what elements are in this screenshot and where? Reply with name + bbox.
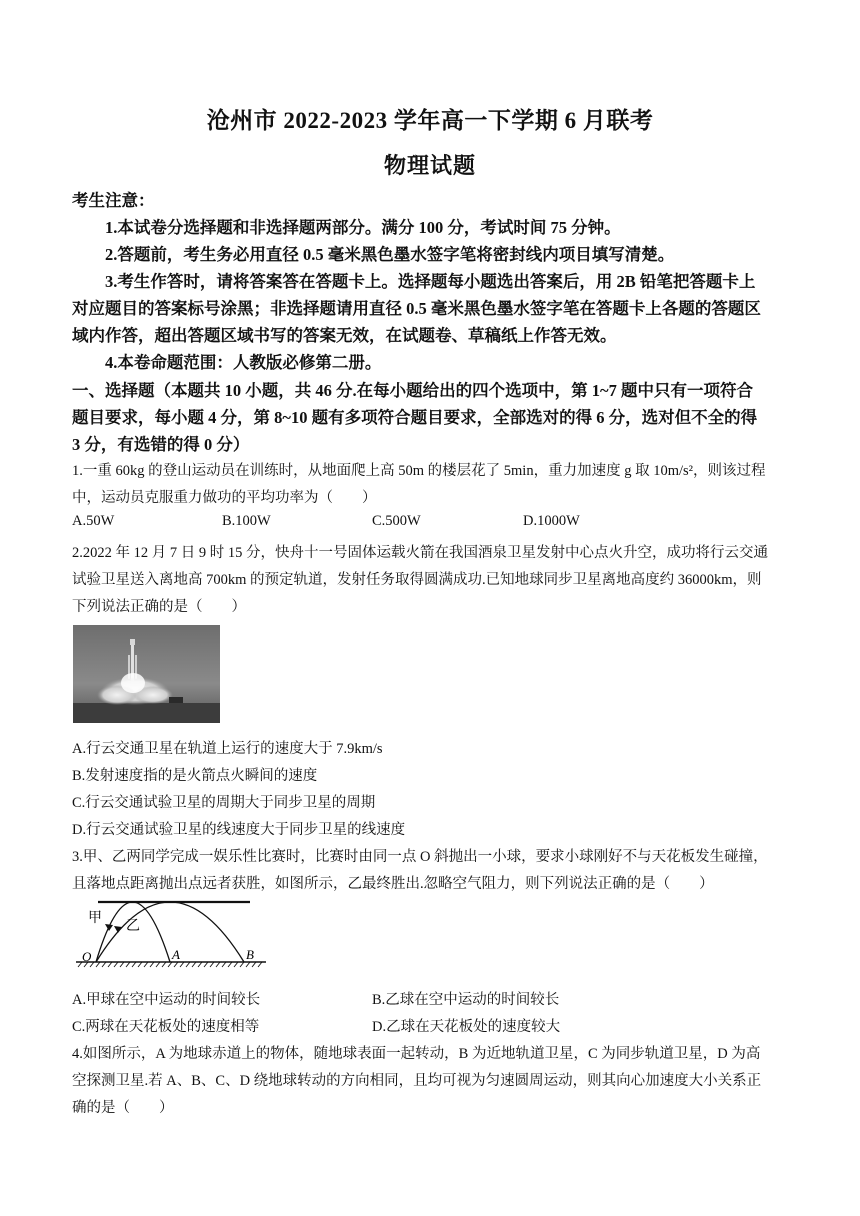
q3-option-a: A.甲球在空中运动的时间较长 bbox=[72, 992, 261, 1008]
q2-option-c: C.行云交通试验卫星的周期大于同步卫星的周期 bbox=[72, 795, 376, 811]
q1-option-b: B.100W bbox=[222, 513, 271, 529]
question-1-text: 1.一重 60kg 的登山运动员在训练时，从地面爬上高 50m 的楼层花了 5min，重力加速度 g 取 10m/s²，则该过程 bbox=[72, 463, 766, 479]
label-a: A bbox=[172, 947, 180, 962]
q3-option-c: C.两球在天花板处的速度相等 bbox=[72, 1019, 260, 1035]
arrow-yi-icon bbox=[114, 926, 122, 933]
rocket-launch-photo bbox=[73, 625, 220, 723]
question-2-text: 试验卫星送入离地高 700km 的预定轨道，发射任务取得圆满成功.已知地球同步卫星离地高度约 36000km，则 bbox=[72, 572, 762, 588]
notice-heading: 考生注意： bbox=[72, 191, 155, 210]
question-4-text: 确的是（ ） bbox=[72, 1100, 174, 1116]
notice-item-continued: 对应题目的答案标号涂黑；非选择题请用直径 0.5 毫米黑色墨水签字笔在答题卡上各题的答题区 bbox=[72, 299, 761, 318]
label-o: O bbox=[82, 949, 92, 964]
notice-item-continued: 域内作答，超出答题区域书写的答案无效，在试题卷、草稿纸上作答无效。 bbox=[72, 326, 617, 345]
label-b: B bbox=[246, 947, 254, 962]
label-jia: 甲 bbox=[88, 911, 102, 926]
question-3-text: 且落地点距离抛出点远者获胜，如图所示，乙最终胜出.忽略空气阻力，则下列说法正确的是（ ） bbox=[72, 876, 714, 892]
notice-item: 2.答题前，考生务必用直径 0.5 毫米黑色墨水签字笔将密封线内项目填写清楚。 bbox=[105, 245, 675, 264]
question-4-text: 空探测卫星.若 A、B、C、D 绕地球转动的方向相同，且均可视为匀速圆周运动，则其向心加速度大小关系正 bbox=[72, 1073, 762, 1089]
q3-option-b: B.乙球在空中运动的时间较长 bbox=[372, 992, 560, 1008]
projectile-diagram bbox=[72, 895, 272, 977]
question-2-text: 下列说法正确的是（ ） bbox=[72, 599, 246, 615]
q2-option-a: A.行云交通卫星在轨道上运行的速度大于 7.9km/s bbox=[72, 741, 383, 757]
notice-item: 4.本卷命题范围：人教版必修第二册。 bbox=[105, 353, 382, 372]
q1-option-d: D.1000W bbox=[523, 513, 580, 529]
question-4-text: 4.如图所示，A 为地球赤道上的物体，随地球表面一起转动，B 为近地轨道卫星，C 为同步轨道卫星，D 为高 bbox=[72, 1046, 761, 1062]
section-heading: 一、选择题（本题共 10 小题，共 46 分.在每小题给出的四个选项中，第 1~7 题中只有一项符合 bbox=[72, 381, 753, 400]
q3-option-d: D.乙球在天花板处的速度较大 bbox=[372, 1019, 561, 1035]
section-heading-continued: 题目要求，每小题 4 分，第 8~10 题有多项符合题目要求，全部选对的得 6 分，选对但不全的得 bbox=[72, 408, 758, 427]
section-heading-continued: 3 分，有选错的得 0 分） bbox=[72, 435, 250, 454]
question-1-text: 中，运动员克服重力做功的平均功率为（ ） bbox=[72, 490, 377, 506]
q1-option-c: C.500W bbox=[372, 513, 421, 529]
q2-option-b: B.发射速度指的是火箭点火瞬间的速度 bbox=[72, 768, 318, 784]
notice-item: 1.本试卷分选择题和非选择题两部分。满分 100 分，考试时间 75 分钟。 bbox=[105, 218, 621, 237]
q2-option-d: D.行云交通试验卫星的线速度大于同步卫星的线速度 bbox=[72, 822, 406, 838]
notice-item: 3.考生作答时，请将答案答在答题卡上。选择题每小题选出答案后，用 2B 铅笔把答题卡上 bbox=[105, 272, 756, 291]
arrow-jia-icon bbox=[105, 924, 113, 931]
exam-subtitle: 物理试题 bbox=[383, 153, 476, 178]
exam-title: 沧州市 2022-2023 学年高一下学期 6 月联考 bbox=[206, 108, 654, 133]
question-3-text: 3.甲、乙两同学完成一娱乐性比赛时，比赛时由同一点 O 斜抛出一小球，要求小球刚好不与天花板发生碰撞， bbox=[72, 849, 768, 865]
q1-option-a: A.50W bbox=[72, 513, 115, 529]
question-2-text: 2.2022 年 12 月 7 日 9 时 15 分，快舟十一号固体运载火箭在我国酒泉卫星发射中心点火升空，成功将行云交通 bbox=[72, 545, 768, 561]
label-yi: 乙 bbox=[126, 919, 140, 934]
